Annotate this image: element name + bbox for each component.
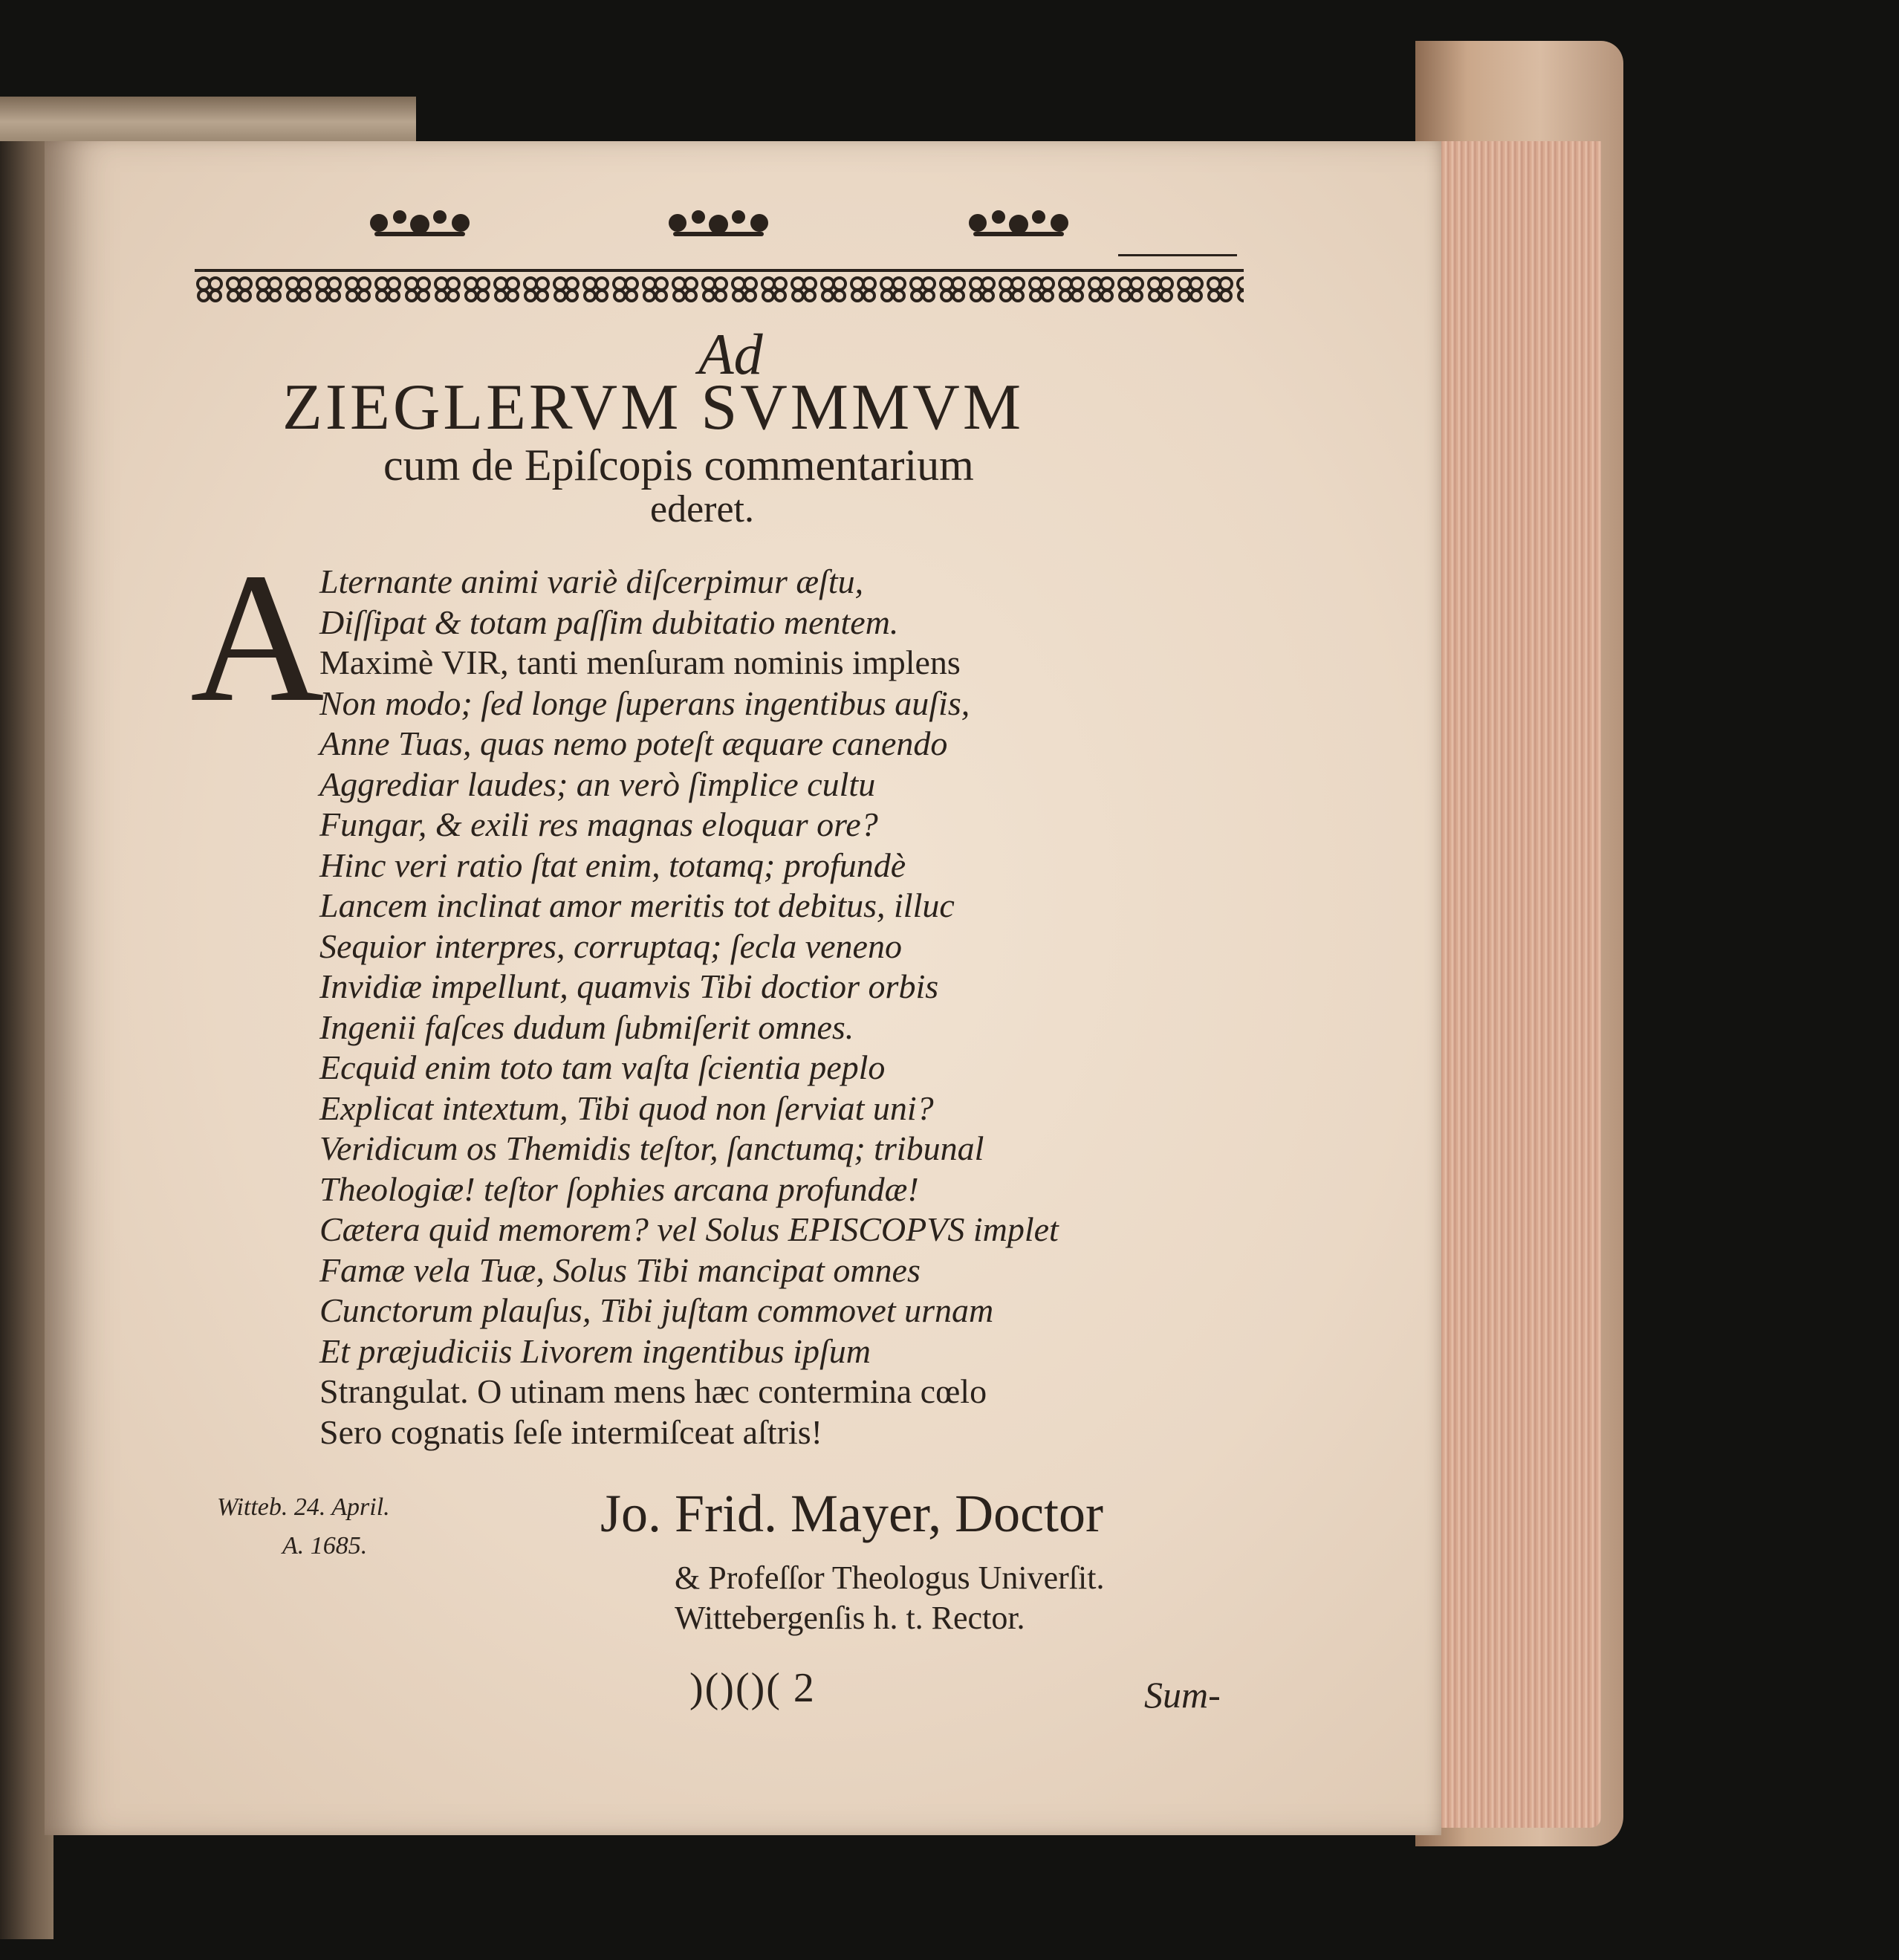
- subtitle-line-1: cum de Epiſcopis commentarium: [383, 441, 974, 490]
- poem-line: Aggrediar laudes; an verò ſimplice cultu: [319, 765, 876, 803]
- drop-cap: A: [190, 535, 325, 741]
- poem-line: Lancem inclinat amor meritis tot debitus, illuc: [319, 886, 955, 924]
- poem-line: Et præjudiciis Livorem ingentibus ipſum: [319, 1331, 871, 1370]
- fleuron-icon: [663, 202, 774, 244]
- signature-institution: Wittebergenſis h. t. Rector.: [675, 1600, 1025, 1636]
- page-edges: [1430, 141, 1601, 1828]
- signature-title: & Profeſſor Theologus Univerſit.: [675, 1560, 1105, 1596]
- ornamental-border: [195, 269, 1244, 305]
- poem-line: Invidiæ impellunt, quamvis Tibi doctior orbis: [319, 967, 939, 1005]
- poem-line: Fungar, & exili res magnas eloquar ore?: [319, 805, 878, 843]
- fleuron-icon: [364, 202, 475, 244]
- poem-line: Ecquid enim toto tam vaſta ſcientia peplo: [319, 1048, 886, 1086]
- signature-mark: )()()( 2: [689, 1665, 816, 1711]
- poem-line: Sequior interpres, corruptaq; ſecla veneno: [319, 927, 902, 965]
- poem-line: Non modo; ſed longe ſuperans ingentibus auſis,: [319, 684, 970, 722]
- poem-line: Hinc veri ratio ſtat enim, totamq; profundè: [319, 846, 906, 884]
- poem-line: Anne Tuas, quas nemo poteſt æquare canendo: [319, 724, 948, 762]
- poem-body: [319, 562, 1256, 1453]
- poem-line: Diſſipat & totam paſſim dubitatio mentem.: [319, 603, 899, 641]
- dateline-year: A. 1685.: [282, 1532, 368, 1560]
- dateline-place: Witteb. 24. April.: [217, 1493, 390, 1521]
- signature-name: Jo. Frid. Mayer, Doctor: [600, 1484, 1104, 1543]
- poem-line: Theologiæ! teſtor ſophies arcana profundæ!: [319, 1169, 919, 1208]
- poem-line: Maximè VIR, tanti menſuram nominis implens: [319, 643, 961, 681]
- poem-line: Cunctorum plauſus, Tibi juſtam commovet urnam: [319, 1291, 994, 1329]
- poem-line: Veridicum os Themidis teſtor, ſanctumq; tribunal: [319, 1129, 984, 1167]
- heading-ad: Ad: [698, 322, 763, 386]
- poem-line: Strangulat. O utinam mens hæc contermina cœlo: [319, 1372, 987, 1410]
- fleuron-icon: [963, 202, 1074, 244]
- poem-line: Ingenii faſces dudum ſubmiſerit omnes.: [319, 1007, 854, 1046]
- subtitle-line-2: ederet.: [650, 488, 755, 530]
- poem-line: Explicat intextum, Tibi quod non ſerviat uni?: [319, 1088, 934, 1127]
- catchword: Sum-: [1144, 1674, 1221, 1716]
- poem-line: Cætera quid memorem? vel Solus EPISCOPVS implet: [319, 1210, 1059, 1248]
- poem-line: Lternante animi variè diſcerpimur æſtu,: [319, 562, 864, 600]
- poem-line: Sero cognatis ſeſe intermiſceat aſtris!: [319, 1412, 822, 1451]
- page-title: ZIEGLERVM SVMMVM: [282, 371, 1025, 444]
- rule-line: [1118, 254, 1237, 256]
- poem-line: Famæ vela Tuæ, Solus Tibi mancipat omnes: [319, 1250, 921, 1289]
